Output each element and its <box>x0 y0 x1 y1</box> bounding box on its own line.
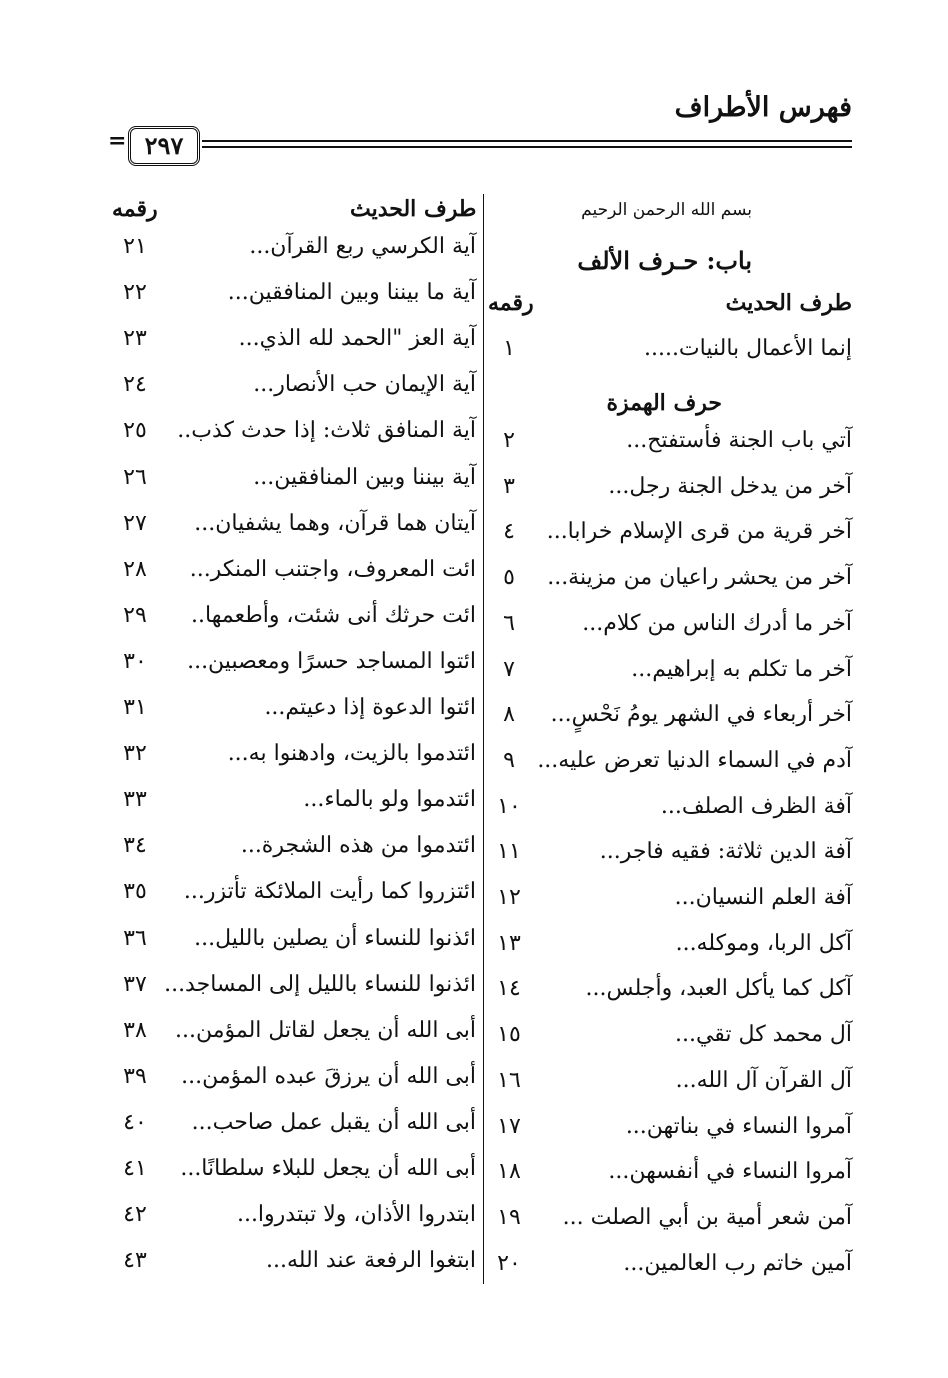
entry-text: ابتدروا الأذان، ولا تبتدروا... <box>236 1202 476 1228</box>
entry-number: ٢٦ <box>123 464 147 490</box>
entry-number: ٤٢ <box>123 1202 147 1228</box>
entry-text: أبى الله أن يرزقَ عبده المؤمن... <box>181 1063 476 1089</box>
entry-text: آية ما بيننا وبين المنافقين... <box>227 280 476 306</box>
entry-number: ٢٣ <box>123 326 147 352</box>
entry-text: أبى الله أن يجعل لقاتل المؤمن... <box>174 1017 476 1043</box>
right-col-text-header: طرف الحديث <box>725 290 852 316</box>
entry-number: ٢٨ <box>123 556 147 582</box>
entry-number: ٣٦ <box>123 925 147 951</box>
entry-number: ٢٩ <box>123 602 147 628</box>
entry-number: ٤٣ <box>123 1248 147 1274</box>
entry-text: أبى الله أن يقبل عمل صاحب... <box>191 1109 476 1135</box>
entry-text: آية الإيمان حب الأنصار... <box>253 372 476 398</box>
entry-text: آية الكرسي ربع القرآن... <box>249 234 476 259</box>
entry-text: آفة العلم النسيان... <box>674 885 852 910</box>
entry-text: آية المنافق ثلاث: إذا حدث كذب.. <box>177 418 476 444</box>
entry-number: ٦ <box>503 610 515 636</box>
page-number: ٢٩٧ <box>128 126 200 166</box>
right-col-num-header: رقمه <box>488 290 534 316</box>
entry-number: ٢٢ <box>123 280 147 306</box>
entry-text: ائت المعروف، واجتنب المنكر... <box>189 556 476 582</box>
entry-text: ائتدموا ولو بالماء... <box>303 787 476 813</box>
entry-number: ٣٣ <box>123 787 147 813</box>
chapter-title: باب: حـرف الألف <box>577 246 752 275</box>
entry-text: ائتوا الدعوة إذا دعيتم... <box>264 695 476 720</box>
entry-number: ٣٠ <box>123 648 147 674</box>
entry-number: ٣٢ <box>123 741 147 767</box>
entry-text: آمروا النساء في بناتهن... <box>625 1113 852 1139</box>
entry-number: ٢٥ <box>123 418 147 444</box>
entry-number: ١ <box>503 336 515 361</box>
entry-number: ١٠ <box>497 793 521 819</box>
entry-text: آتي باب الجنة فأستفتح... <box>626 428 852 453</box>
entry-number: ٢٧ <box>123 510 147 536</box>
header-rule <box>202 140 852 142</box>
entry-number: ٣٥ <box>123 879 147 905</box>
entry-text: ائت حرثك أنى شئت، وأطعمها.. <box>191 602 476 628</box>
entry-text: آفة الدين ثلاثة: فقيه فاجر... <box>599 839 852 865</box>
entry-text: إنما الأعمال بالنيات..... <box>643 336 852 361</box>
entry-text: ائتوا المساجد حسرًا ومعصبين... <box>187 648 476 674</box>
entry-text: آخر ما أدرك الناس من كلام... <box>582 610 852 636</box>
entry-number: ٣٨ <box>123 1017 147 1043</box>
entry-text: ابتغوا الرفعة عند الله... <box>265 1248 476 1274</box>
entry-number: ٩ <box>503 747 515 773</box>
entry-text: آمن شعر أمية بن أبي الصلت ... <box>562 1204 852 1230</box>
entry-text: آل القرآن آل الله... <box>675 1067 852 1093</box>
left-col-text-header: طرف الحديث <box>350 196 477 222</box>
entry-number: ٣٩ <box>123 1063 147 1089</box>
entry-number: ١٣ <box>497 930 521 956</box>
entry-number: ٤١ <box>123 1156 147 1181</box>
entry-number: ٥ <box>503 565 515 591</box>
entry-number: ٣١ <box>123 695 147 720</box>
entry-text: آخر قرية من قرى الإسلام خرابا... <box>546 519 852 545</box>
entry-number: ١٥ <box>497 1022 521 1048</box>
entry-text: آكل الربا، وموكله... <box>675 930 852 956</box>
entry-text: ائتزروا كما رأيت الملائكة تأتزر... <box>183 879 476 905</box>
entry-text: آخر من يحشر راعيان من مزينة... <box>547 565 852 591</box>
entry-text: آل محمد كل تقي... <box>674 1022 852 1048</box>
entry-text: آدم في السماء الدنيا تعرض عليه... <box>537 747 852 773</box>
running-title: فهرس الأطراف <box>674 92 852 123</box>
header-rule <box>202 146 852 148</box>
entry-text: ائذنوا للنساء بالليل إلى المساجد... <box>164 971 476 997</box>
entry-number: ١١ <box>497 839 521 865</box>
entry-number: ٢٠ <box>497 1250 521 1276</box>
entry-text: آخر أربعاء في الشهر يومُ نَحْسٍ... <box>550 702 852 728</box>
entry-number: ٤٠ <box>123 1109 147 1135</box>
basmala: بسم الله الرحمن الرحيم <box>581 200 752 220</box>
entry-text: آخر من يدخل الجنة رجل... <box>608 473 852 499</box>
entry-text: آية بيننا وبين المنافقين... <box>253 464 476 490</box>
entry-number: ١٨ <box>497 1159 521 1185</box>
entry-text: آكل كما يأكل العبد، وأجلس... <box>585 976 852 1002</box>
entry-number: ١٢ <box>497 885 521 910</box>
left-col-num-header: رقمه <box>112 196 158 222</box>
entry-number: ٧ <box>503 656 515 682</box>
entry-text: آيتان هما قرآن، وهما يشفيان... <box>194 510 476 536</box>
entry-text: ائذنوا للنساء أن يصلين بالليل... <box>194 925 476 951</box>
entry-number: ٨ <box>503 702 515 728</box>
continuation-mark: = <box>108 128 127 154</box>
entry-text: ائتدموا بالزيت، وادهنوا به... <box>227 741 476 767</box>
entry-number: ٢١ <box>123 234 147 259</box>
entry-text: آمروا النساء في أنفسهن... <box>608 1159 852 1185</box>
entry-number: ١٧ <box>497 1113 521 1139</box>
entry-number: ٤ <box>503 519 515 545</box>
entry-number: ١٦ <box>497 1067 521 1093</box>
entry-number: ٣٧ <box>123 971 147 997</box>
entry-number: ٢ <box>503 428 515 453</box>
entry-text: آية العز "الحمد لله الذي... <box>238 326 476 352</box>
entry-text: ائتدموا من هذه الشجرة... <box>240 833 476 859</box>
entry-text: آفة الظرف الصلف... <box>660 793 852 819</box>
entry-number: ١٤ <box>497 976 521 1002</box>
entry-text: آمين خاتم رب العالمين... <box>623 1250 852 1276</box>
entry-number: ٣٤ <box>123 833 147 859</box>
entry-number: ٣ <box>503 473 515 499</box>
entry-number: ١٩ <box>497 1204 521 1230</box>
entry-text: آخر ما تكلم به إبراهيم... <box>631 656 852 682</box>
entry-text: أبى الله أن يجعل للبلاء سلطانًا... <box>180 1156 476 1181</box>
subsection-title: حرف الهمزة <box>606 390 722 416</box>
entry-number: ٢٤ <box>123 372 147 398</box>
